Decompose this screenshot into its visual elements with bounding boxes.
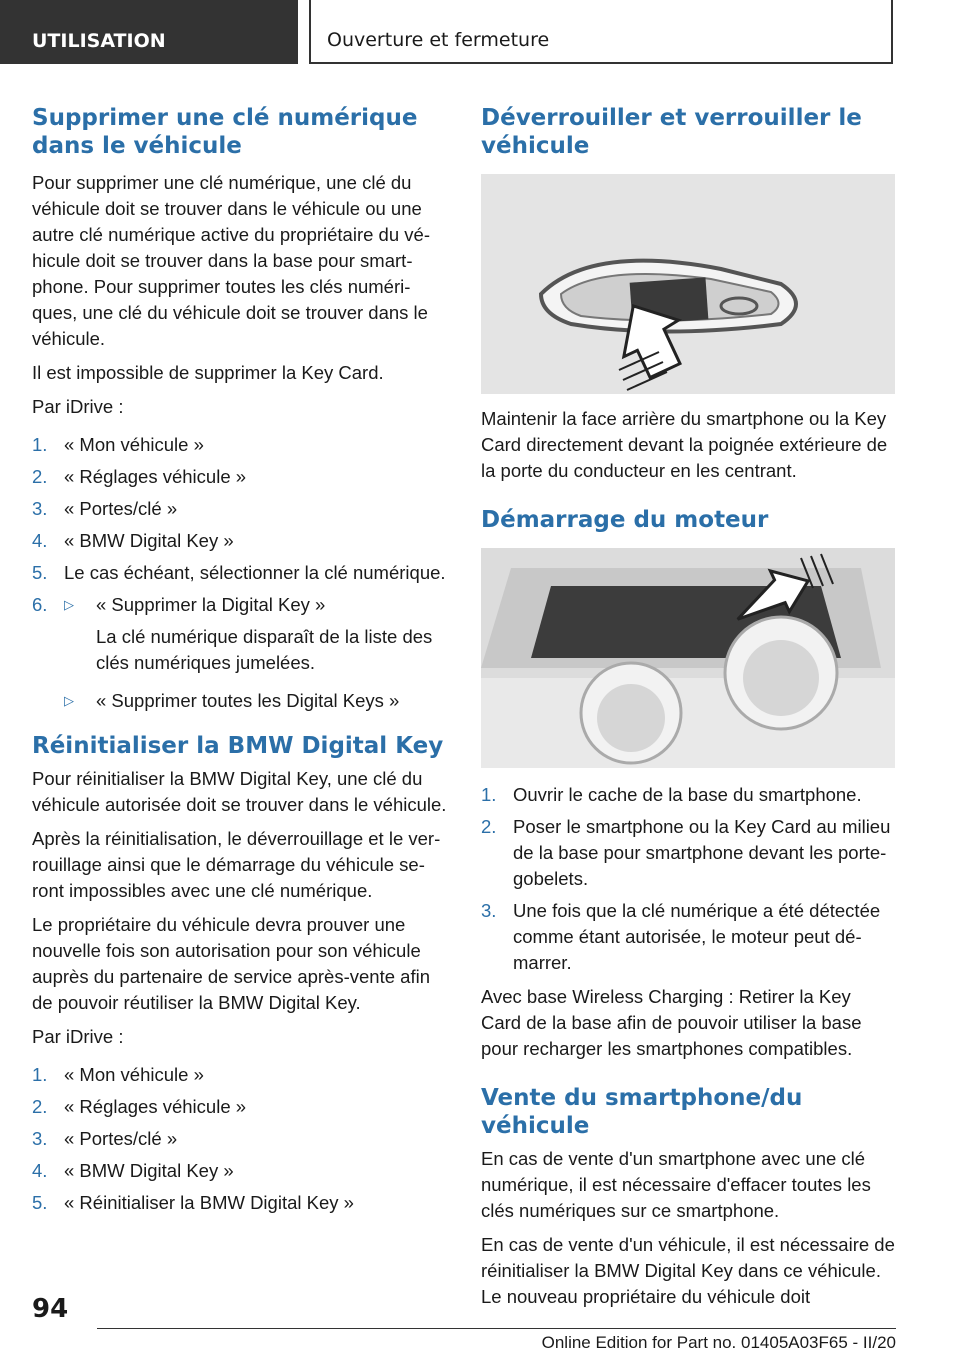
step-text: « Réglages véhicule » <box>64 1096 247 1117</box>
paragraph: Pour supprimer une clé numérique, une clé du véhicule doit se trouver dans le véhicule ou une autre clé numérique active du propriétaire du véhicule doit se trouver dans la base pour smartphone. Pour supprimer toutes les clés numériques, une clé du véhicule doit se trouver dans le véhicule. <box>32 172 430 349</box>
paragraph: Le propriétaire du véhicule devra prouver une nouvelle fois son autorisation pour son véhicule auprès du partenaire de service après-vente afin de pouvoir réutiliser la BMW Digital Key. <box>32 914 430 1013</box>
step-number: 2. <box>32 466 48 487</box>
step-number: 3. <box>32 498 48 519</box>
list-item <box>32 464 448 490</box>
sub-option <box>64 592 448 676</box>
step-text: « Mon véhicule » <box>64 1064 204 1085</box>
step-number: 5. <box>32 1192 48 1213</box>
list-item <box>32 528 448 554</box>
list-item <box>32 432 448 458</box>
step-text: « Portes/clé » <box>64 1128 178 1149</box>
right-column <box>481 104 895 1310</box>
door-handle-drawing <box>481 174 895 394</box>
step-text: « Réglages véhicule » <box>64 466 247 487</box>
list-item <box>481 814 895 892</box>
paragraph: Par iDrive : <box>32 396 124 417</box>
list-item <box>481 898 895 976</box>
engine-start-steps <box>481 782 895 976</box>
step-text: « BMW Digital Key » <box>64 1160 234 1181</box>
list-item <box>32 1094 448 1120</box>
section-tab <box>0 0 298 64</box>
list-item <box>32 1062 448 1088</box>
step-number: 5. <box>32 562 48 583</box>
step-text: « Portes/clé » <box>64 498 178 519</box>
chapter-title: Ouverture et fermeture <box>327 29 550 51</box>
step-text: Ouvrir le cache de la base du smartphone. <box>513 784 862 805</box>
delete-steps-list <box>32 432 448 714</box>
step-number: 1. <box>32 434 48 455</box>
heading-delete-key: Supprimer une clé numérique dans le véhicule <box>32 105 418 159</box>
list-item <box>32 496 448 522</box>
smartphone-tray-drawing <box>481 548 895 768</box>
option-text: « Supprimer toutes les Digital Keys » <box>96 690 400 711</box>
chapter-tab <box>309 0 893 64</box>
heading-sale: Vente du smartphone/du véhicule <box>481 1085 803 1139</box>
step-number: 2. <box>32 1096 48 1117</box>
paragraph: En cas de vente d'un smartphone avec une clé numérique, il est nécessaire d'effacer toutes les clés numériques sur ce smartphone. <box>481 1148 871 1221</box>
option-text: « Supprimer la Digital Key » <box>96 594 326 615</box>
heading-unlock-lock: Déverrouiller et verrouiller le véhicule <box>481 105 862 159</box>
list-item <box>32 560 448 586</box>
section-title: UTILISATION <box>32 30 166 52</box>
heading-engine-start: Démarrage du moteur <box>481 507 769 533</box>
paragraph: Par iDrive : <box>32 1026 124 1047</box>
edition-note: Online Edition for Part no. 01405A03F65 - II/20 <box>541 1333 896 1352</box>
step-text: « Réinitialiser la BMW Digital Key » <box>64 1192 354 1213</box>
step-number: 4. <box>32 1160 48 1181</box>
footer-divider <box>97 1328 896 1329</box>
step-text: « Mon véhicule » <box>64 434 204 455</box>
paragraph: Maintenir la face arrière du smartphone ou la Key Card directement devant la poignée extérieure de la porte du conducteur en les centrant. <box>481 408 888 481</box>
step-number: 4. <box>32 530 48 551</box>
step-number: 3. <box>32 1128 48 1149</box>
paragraph: En cas de vente d'un véhicule, il est nécessaire de réinitialiser la BMW Digital Key dans ce véhicule. Le nouveau propriétaire du véhicule doit <box>481 1234 895 1307</box>
list-item <box>32 1126 448 1152</box>
paragraph: Pour réinitialiser la BMW Digital Key, une clé du véhicule autorisée doit se trouver dans le véhicule. <box>32 768 447 815</box>
triangle-right-icon: ▷ <box>64 597 74 612</box>
heading-reset-key: Réinitialiser la BMW Digital Key <box>32 733 444 759</box>
step-text: Le cas échéant, sélectionner la clé numérique. <box>64 562 446 583</box>
paragraph: Avec base Wireless Charging : Retirer la Key Card de la base afin de pouvoir utiliser la base pour recharger les smartphones compatibles. <box>481 986 862 1059</box>
door-handle-illustration <box>481 174 895 394</box>
step-number: 3. <box>481 900 497 921</box>
option-note: La clé numérique disparaît de la liste des clés numériques jumelées. <box>96 626 433 673</box>
step-number: 6. <box>32 594 48 615</box>
list-item <box>32 1190 448 1216</box>
left-column <box>32 104 448 1222</box>
step-number: 1. <box>32 1064 48 1085</box>
step-number: 1. <box>481 784 497 805</box>
paragraph: Il est impossible de supprimer la Key Card. <box>32 362 384 383</box>
list-item <box>32 1158 448 1184</box>
paragraph: Après la réinitialisation, le déverrouillage et le verrouillage ainsi que le démarrage du véhicule seront impossibles avec une clé numérique. <box>32 828 441 901</box>
page-number: 94 <box>32 1294 69 1324</box>
reset-steps-list <box>32 1062 448 1216</box>
sub-option <box>64 688 448 714</box>
triangle-right-icon: ▷ <box>64 693 74 708</box>
step-text: Une fois que la clé numérique a été détectée comme étant autorisée, le moteur peut démarrer. <box>513 900 881 973</box>
step-number: 2. <box>481 816 497 837</box>
step-text: Poser le smartphone ou la Key Card au milieu de la base pour smartphone devant les porte-gobelets. <box>513 816 891 889</box>
step-text: « BMW Digital Key » <box>64 530 234 551</box>
list-item <box>481 782 895 808</box>
list-item <box>32 592 448 714</box>
smartphone-tray-illustration <box>481 548 895 768</box>
